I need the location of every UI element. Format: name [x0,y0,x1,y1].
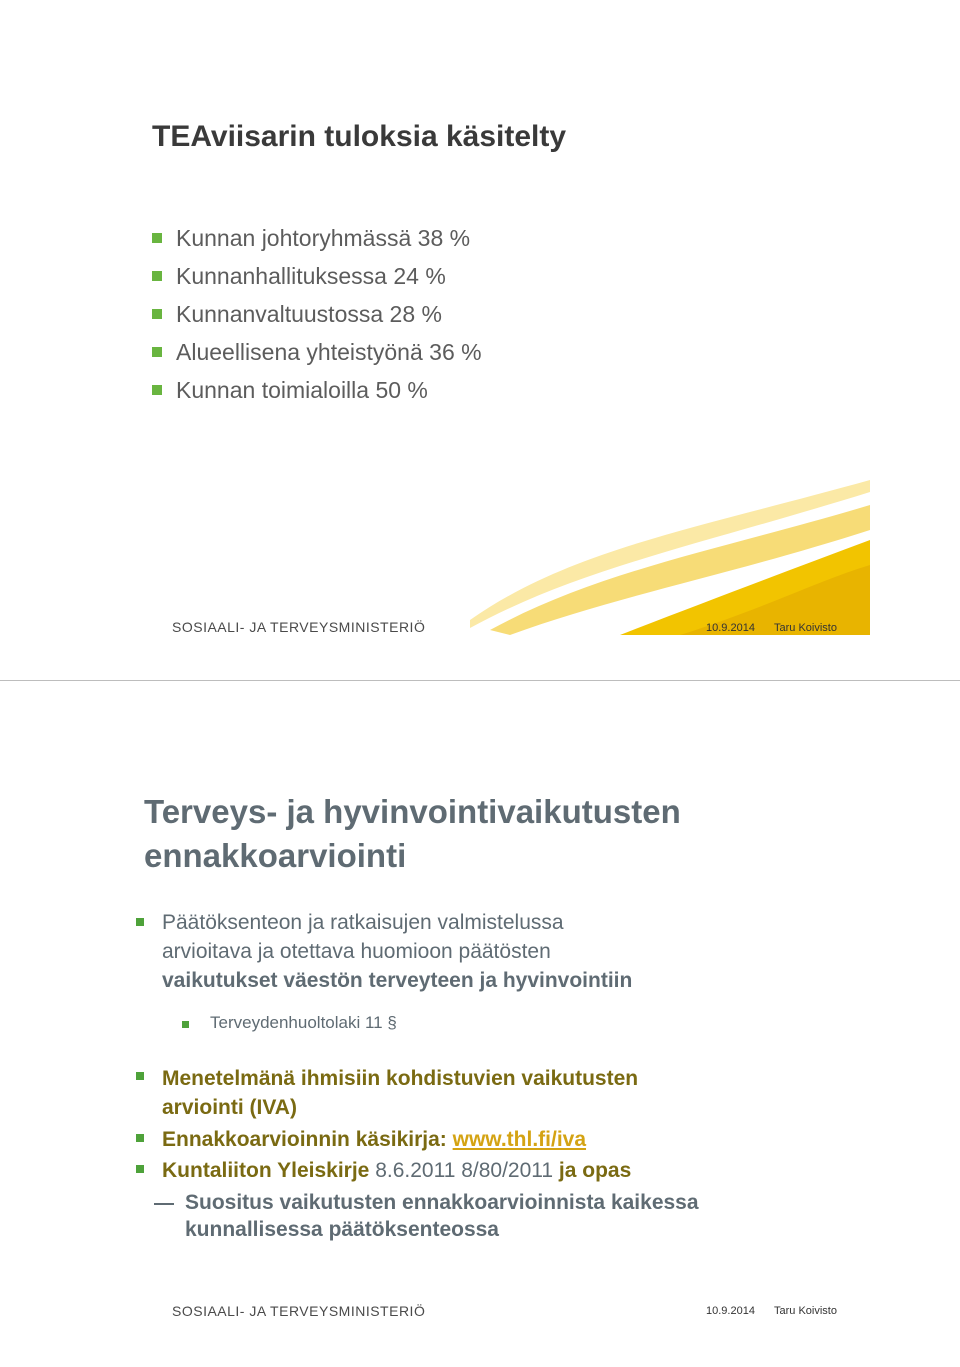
list-item: Kunnan toimialoilla 50 % [152,374,482,412]
list-item: Kunnanvaltuustossa 28 % [152,298,482,336]
list-item: Alueellisena yhteistyönä 36 % [152,336,482,374]
bullet-icon [152,309,162,319]
paragraph-handbook: Ennakkoarvioinnin käsikirja: www.thl.fi/iva [162,1128,587,1151]
bullet-icon [152,347,162,357]
footer-author: Taru Koivisto [774,1305,837,1317]
footer-date: 10.9.2014 [706,622,755,634]
dash-icon [154,1203,174,1205]
slide-2 [0,681,960,1367]
slide-1-title: TEAviisarin tuloksia käsitelty [152,120,567,153]
bullet-icon [152,385,162,395]
paragraph-recommendation: Suositus vaikutusten ennakkoarvioinnista kaikessa kunnallisessa päätöksenteossa [185,1191,699,1241]
list-item: Kunnanhallituksessa 24 % [152,260,482,298]
bullet-icon [136,1072,144,1080]
bullet-icon [136,1134,144,1142]
slide-2-title: Terveys- ja hyvinvointivaikutusten ennakkoarviointi [144,793,681,874]
bullet-icon [152,271,162,281]
footer-author: Taru Koivisto [774,622,837,634]
paragraph-method: Menetelmänä ihmisiin kohdistuvien vaikutusten arviointi (IVA) [162,1067,639,1119]
ministry-logo: SOSIAALI- JA TERVEYSMINISTERIÖ [172,1303,426,1319]
decorative-wave-graphic [470,470,872,635]
thl-iva-link[interactable]: www.thl.fi/iva [452,1128,587,1151]
paragraph-preparation: Päätöksenteon ja ratkaisujen valmistelussa arvioitava ja otettava huomioon päätösten vaikutukset väestön terveyteen ja hyvinvointiin [162,911,633,992]
bullet-icon [136,918,144,926]
sub-bullet-icon [182,1021,189,1028]
bullet-icon [136,1165,144,1173]
slide-1-bullet-list [152,222,482,412]
sub-bullet-health-act: Terveydenhuoltolaki 11 § [210,1013,397,1032]
ministry-logo: SOSIAALI- JA TERVEYSMINISTERIÖ [172,619,426,635]
paragraph-kuntaliitto: Kuntaliiton Yleiskirje 8.6.2011 8/80/2011 ja opas [162,1159,632,1182]
footer-date: 10.9.2014 [706,1305,755,1317]
list-item: Kunnan johtoryhmässä 38 % [152,222,482,260]
bullet-icon [152,233,162,243]
